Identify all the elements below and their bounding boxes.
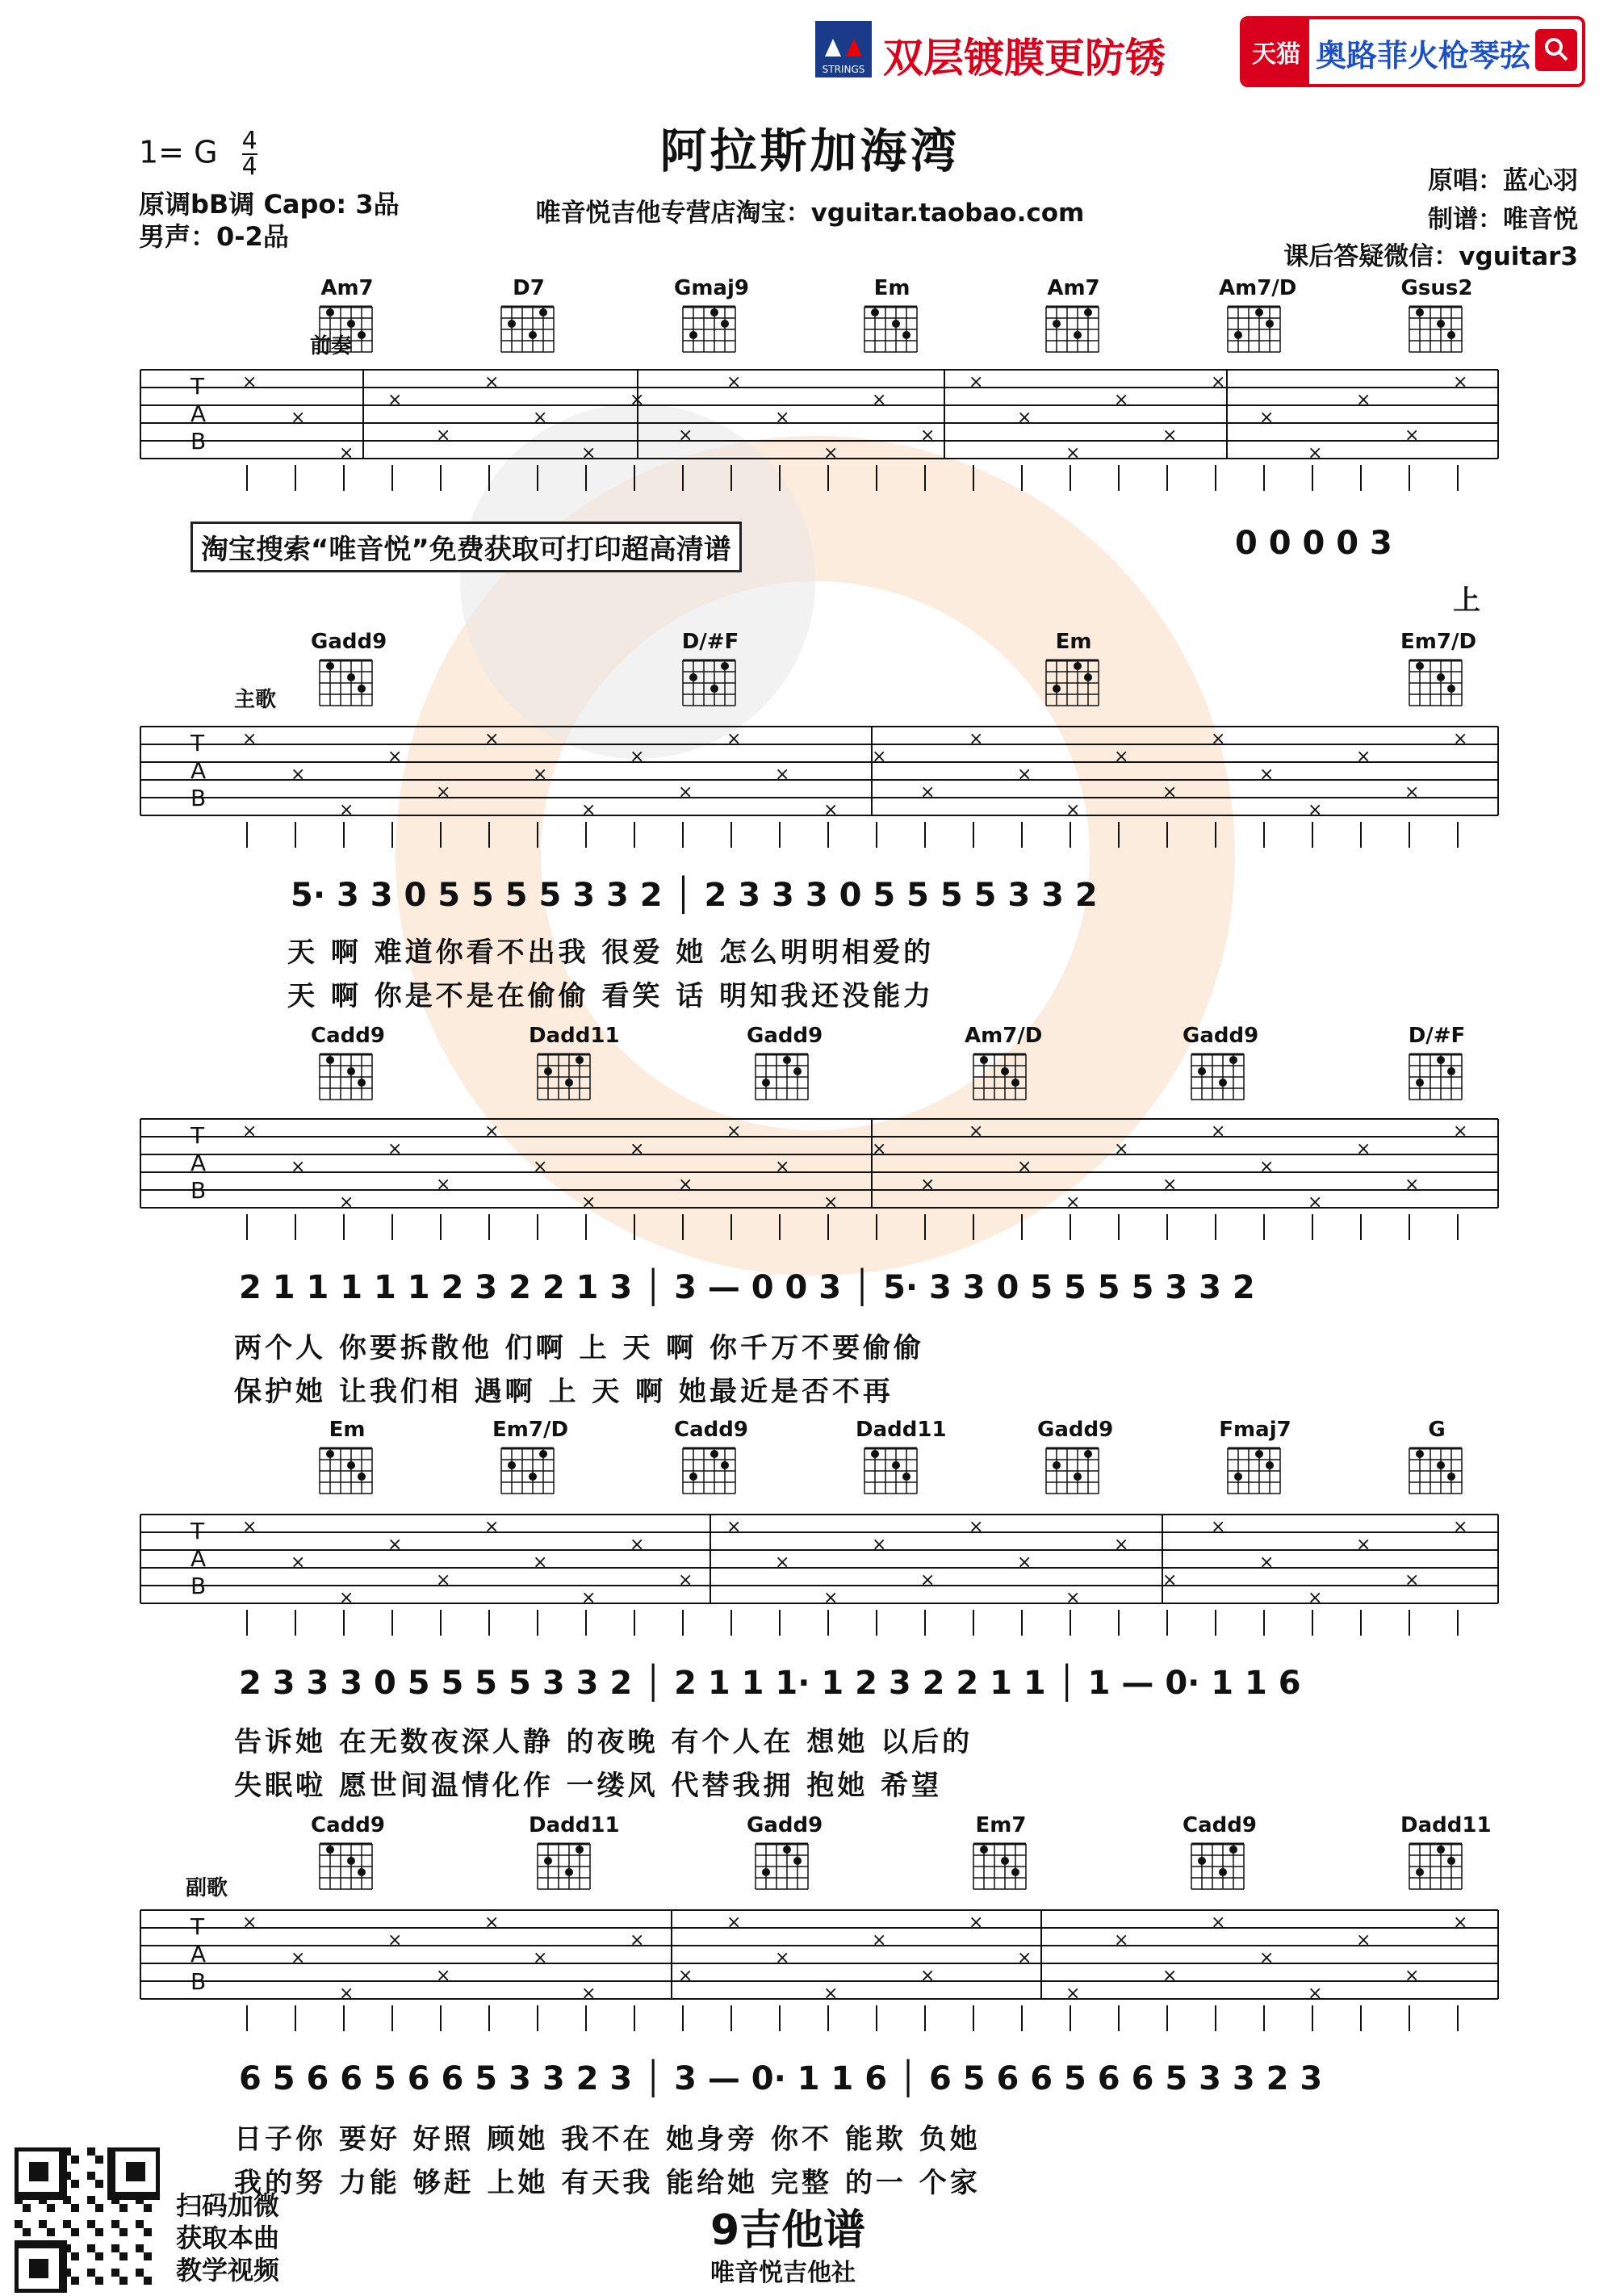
tab-mark: × <box>484 1121 500 1142</box>
chord-diagram <box>1406 1443 1467 1497</box>
chord-diagram <box>534 1050 596 1103</box>
tab-mark: × <box>775 1552 790 1573</box>
tmall-search-text: 奥路菲火枪琴弦 <box>1316 38 1531 73</box>
tab-mark: × <box>1404 782 1420 802</box>
tab-mark: × <box>1162 425 1178 446</box>
chord-name: Fmaj7 <box>1219 1418 1291 1442</box>
row4-lyric1: 告诉她 在无数夜深人静 的夜晚 有个人在 想她 以后的 <box>234 1726 973 1758</box>
tab-mark: × <box>581 800 597 820</box>
row3-lyric1: 两个人 你要拆散他 们啊 上 天 啊 你千万不要偷偷 <box>234 1332 925 1364</box>
tab-mark: × <box>872 1535 887 1555</box>
tab-mark: × <box>242 1913 257 1933</box>
chord-diagram <box>1224 302 1286 355</box>
row5-numbers: 6 5 6 6 5 6 6 5 3 3 2 3 │ 3 — 0· 1 1 6 │ 6 5 6 6 5 6 6 5 3 3 2 3 <box>239 2060 1323 2097</box>
tab-mark: × <box>291 1157 306 1177</box>
key-text: 1= G <box>139 134 218 170</box>
tab-letter: A <box>190 1941 207 1967</box>
chord-name: Dadd11 <box>529 1024 620 1048</box>
chord-diagram <box>498 1443 559 1497</box>
chord-name: Gmaj9 <box>674 276 749 300</box>
tab-mark: × <box>969 1913 984 1933</box>
tab-mark: × <box>1114 1139 1129 1159</box>
tab-mark: × <box>1114 390 1129 410</box>
tab-mark: × <box>1017 1552 1032 1573</box>
tab-letter: T <box>190 730 205 756</box>
tab-mark: × <box>1308 1588 1323 1608</box>
tab-mark: × <box>1308 1192 1323 1213</box>
tab-mark: × <box>1453 1517 1468 1537</box>
chord-name: Dadd11 <box>1400 1813 1492 1837</box>
tab-mark: × <box>533 765 548 785</box>
tab-mark: × <box>339 1984 354 2004</box>
tab-mark: × <box>823 800 839 820</box>
tab-mark: × <box>291 1948 306 1968</box>
chord-name: Em <box>329 1418 366 1442</box>
chord-diagram <box>534 1839 596 1892</box>
svg-text:STRINGS: STRINGS <box>822 64 865 75</box>
tmall-badge: 天猫 <box>1243 19 1309 84</box>
tab-mark: × <box>387 1535 403 1555</box>
tab-mark: × <box>1453 372 1468 392</box>
tab-mark: × <box>242 1121 257 1142</box>
chord-diagram <box>680 302 741 355</box>
tab-letter: T <box>190 1913 205 1940</box>
chord-diagram <box>316 1839 378 1892</box>
tab-mark: × <box>1065 1588 1081 1608</box>
tab-mark: × <box>1404 1966 1420 1986</box>
shop-link[interactable]: 唯音悦吉他专营店淘宝：vguitar.taobao.com <box>535 199 1085 228</box>
chord-name: Am7 <box>1047 276 1100 300</box>
tab-mark: × <box>630 1139 645 1159</box>
tab-mark: × <box>1259 1157 1275 1177</box>
tab-mark: × <box>726 1913 742 1933</box>
chord-diagram <box>1043 656 1104 709</box>
row2-numbers: 5· 3 3 0 5 5 5 5 3 3 2 │ 2 3 3 3 0 5 5 5 5 3 3 2 <box>291 877 1098 914</box>
verse-label: 主歌 <box>234 688 277 712</box>
tab-mark: × <box>581 1192 597 1213</box>
tab-mark: × <box>920 425 936 446</box>
tab-mark: × <box>1259 408 1275 428</box>
voice-capo: 男声：0-2品 <box>139 221 289 252</box>
tab-letter: B <box>190 1177 207 1204</box>
tab-mark: × <box>775 1157 790 1177</box>
tab-letter: B <box>190 1968 207 1995</box>
tab-mark: × <box>436 1570 451 1590</box>
banner-slogan: 双层镀膜更防锈 <box>883 35 1166 82</box>
intro-label: 前奏 <box>310 334 353 358</box>
tab-mark: × <box>1065 1984 1081 2004</box>
chord-diagram <box>316 302 378 355</box>
chord-diagram <box>1406 1050 1467 1103</box>
tab-mark: × <box>1162 782 1178 802</box>
row4-lyric2: 失眠啦 愿世间温情化作 一缕风 代替我拥 抱她 希望 <box>234 1770 943 1802</box>
chord-name: Em <box>873 276 910 300</box>
tab-mark: × <box>581 1984 597 2004</box>
footer-logo: 9吉他谱 <box>710 2206 866 2255</box>
chord-name: Em7 <box>975 1813 1027 1837</box>
tab-mark: × <box>291 1552 306 1573</box>
tab-mark: × <box>387 747 403 767</box>
tab-mark: × <box>533 1157 548 1177</box>
chord-name: Gadd9 <box>747 1813 823 1837</box>
tab-mark: × <box>678 425 693 446</box>
tab-mark: × <box>1017 765 1032 785</box>
chord-name: Dadd11 <box>856 1418 947 1442</box>
tab-mark: × <box>678 1570 693 1590</box>
row1-numbers: 0 0 0 0 3 <box>1235 525 1392 562</box>
tab-mark: × <box>678 1175 693 1195</box>
tab-mark: × <box>1211 1121 1226 1142</box>
tab-mark: × <box>484 372 500 392</box>
chord-diagram <box>861 1443 923 1497</box>
tab-mark: × <box>1259 1552 1275 1573</box>
tab-mark: × <box>1162 1966 1178 1986</box>
tab-mark: × <box>775 765 790 785</box>
tab-mark: × <box>1114 1930 1129 1950</box>
chord-diagram <box>1224 1443 1286 1497</box>
tab-mark: × <box>339 800 354 820</box>
tab-letter: B <box>190 1573 207 1599</box>
singer: 原唱：蓝心羽 <box>1428 166 1578 195</box>
tab-mark: × <box>1356 390 1371 410</box>
tab-mark: × <box>726 372 742 392</box>
tab-mark: × <box>339 1588 354 1608</box>
tab-mark: × <box>920 1966 936 1986</box>
tab-mark: × <box>1356 1535 1371 1555</box>
tab-mark: × <box>436 1966 451 1986</box>
tab-mark: × <box>823 443 839 463</box>
chord-name: Cadd9 <box>311 1813 385 1837</box>
song-title: 阿拉斯加海湾 <box>659 124 961 178</box>
tab-mark: × <box>1356 1930 1371 1950</box>
tab-mark: × <box>1065 443 1081 463</box>
chord-name: Cadd9 <box>1183 1813 1257 1837</box>
row3-numbers: 2 1 1 1 1 1 2 3 2 2 1 3 │ 3 — 0 0 3 │ 5· 3 3 0 5 5 5 5 3 3 2 <box>239 1269 1255 1306</box>
chord-diagram <box>316 1050 378 1103</box>
chord-diagram <box>1406 302 1467 355</box>
wechat: 课后答疑微信：vguitar3 <box>1283 242 1578 271</box>
chord-diagram <box>1043 1443 1104 1497</box>
tab-mark: × <box>872 747 887 767</box>
row1-lyric1: 上 <box>1453 584 1484 617</box>
chord-name: Em7/D <box>1400 630 1477 654</box>
chord-diagram <box>752 1050 814 1103</box>
tab-mark: × <box>339 443 354 463</box>
tab-mark: × <box>1404 1570 1420 1590</box>
tab-mark: × <box>242 372 257 392</box>
tab-mark: × <box>484 729 500 749</box>
chord-name: Gadd9 <box>747 1024 823 1048</box>
tab-mark: × <box>1308 1984 1323 2004</box>
chord-diagram <box>498 302 559 355</box>
chord-name: Em7/D <box>492 1418 569 1442</box>
tab-letter: B <box>190 785 207 811</box>
tab-mark: × <box>291 765 306 785</box>
tab-mark: × <box>436 1175 451 1195</box>
tab-mark: × <box>242 1517 257 1537</box>
qr-caption-2: 获取本曲 <box>176 2223 280 2253</box>
chord-diagram <box>680 656 741 709</box>
chord-diagram <box>1043 302 1104 355</box>
chord-name: Am7/D <box>1219 276 1297 300</box>
tab-letter: A <box>190 1545 207 1572</box>
chord-diagram <box>970 1050 1032 1103</box>
tab-letter: A <box>190 400 207 427</box>
tab-mark: × <box>291 408 306 428</box>
tab-mark: × <box>1017 1948 1032 1968</box>
chord-name: Cadd9 <box>311 1024 385 1048</box>
tab-mark: × <box>872 1139 887 1159</box>
tab-mark: × <box>1114 747 1129 767</box>
tab-mark: × <box>1308 800 1323 820</box>
tab-mark: × <box>484 1517 500 1537</box>
tab-mark: × <box>678 1966 693 1986</box>
qr-code[interactable] <box>15 2147 160 2293</box>
qr-caption-3: 教学视频 <box>176 2255 280 2286</box>
tab-mark: × <box>1453 1913 1468 1933</box>
tab-mark: × <box>387 390 403 410</box>
tab-mark: × <box>872 1930 887 1950</box>
row4-numbers: 2 3 3 3 0 5 5 5 5 3 3 2 │ 2 1 1 1· 1 2 3 2 2 1 1 │ 1 — 0· 1 1 6 <box>239 1665 1301 1702</box>
chord-diagram <box>1406 656 1467 709</box>
tab-mark: × <box>436 782 451 802</box>
chord-name: Gsus2 <box>1400 276 1473 300</box>
tab-letter: A <box>190 1150 207 1176</box>
chord-diagram <box>316 1443 378 1497</box>
tab-mark: × <box>387 1930 403 1950</box>
tab-mark: × <box>630 390 645 410</box>
row5-lyric2: 我的努 力能 够赶 上她 有天我 能给她 完整 的一 个家 <box>234 2167 981 2199</box>
tab-mark: × <box>726 1121 742 1142</box>
tab-mark: × <box>726 1517 742 1537</box>
chord-diagram <box>861 302 923 355</box>
tab-mark: × <box>1211 1517 1226 1537</box>
tab-mark: × <box>339 1192 354 1213</box>
row5-lyric1: 日子你 要好 好照 顾她 我不在 她身旁 你不 能欺 负她 <box>234 2123 981 2156</box>
tab-mark: × <box>1453 729 1468 749</box>
qr-caption-1: 扫码加微 <box>176 2190 280 2221</box>
chord-diagram <box>1406 1839 1467 1892</box>
tab-letter: T <box>190 1122 205 1149</box>
chord-diagram <box>680 1443 741 1497</box>
chord-name: Am7 <box>320 276 374 300</box>
chord-name: Gadd9 <box>1037 1418 1114 1442</box>
tab-mark: × <box>823 1984 839 2004</box>
tab-mark: × <box>387 1139 403 1159</box>
tab-mark: × <box>1065 1192 1081 1213</box>
tab-mark: × <box>920 1175 936 1195</box>
tab-mark: × <box>1211 1913 1226 1933</box>
tab-mark: × <box>1356 747 1371 767</box>
tab-mark: × <box>1211 372 1226 392</box>
chorus-label: 副歌 <box>186 1876 228 1900</box>
qr-caption <box>176 2189 279 2286</box>
tab-mark: × <box>823 1588 839 1608</box>
chord-name: G <box>1428 1418 1446 1442</box>
tab-mark: × <box>1308 443 1323 463</box>
chord-name: Dadd11 <box>529 1813 620 1837</box>
time-sig-bottom: 4 <box>241 153 257 181</box>
tab-mark: × <box>1017 1157 1032 1177</box>
tab-mark: × <box>630 747 645 767</box>
tab-mark: × <box>1356 1139 1371 1159</box>
tab-mark: × <box>969 729 984 749</box>
tab-mark: × <box>533 1948 548 1968</box>
tab-mark: × <box>920 782 936 802</box>
chord-name: Em <box>1055 630 1092 654</box>
tab-mark: × <box>242 729 257 749</box>
tab-mark: × <box>678 782 693 802</box>
arranger: 制谱：唯音悦 <box>1428 205 1578 234</box>
chord-name: D7 <box>513 276 545 300</box>
tab-mark: × <box>1259 1948 1275 1968</box>
tab-mark: × <box>630 1930 645 1950</box>
tab-mark: × <box>436 425 451 446</box>
tab-mark: × <box>969 1517 984 1537</box>
tab-mark: × <box>1065 800 1081 820</box>
row3-lyric2: 保护她 让我们相 遇啊 上 天 啊 她最近是否不再 <box>234 1376 894 1408</box>
tab-mark: × <box>1259 765 1275 785</box>
tab-mark: × <box>969 1121 984 1142</box>
chord-diagram <box>1188 1050 1250 1103</box>
row2-lyric2: 天 啊 你是不是在偷偷 看笑 话 明知我还没能力 <box>287 980 935 1012</box>
row2-lyric1: 天 啊 难道你看不出我 很爱 她 怎么明明相爱的 <box>287 936 935 969</box>
tab-mark: × <box>775 1948 790 1968</box>
tab-letter: B <box>190 428 207 455</box>
chord-diagram <box>752 1839 814 1892</box>
tab-mark: × <box>823 1192 839 1213</box>
tab-mark: × <box>630 1535 645 1555</box>
tab-mark: × <box>1453 1121 1468 1142</box>
tab-mark: × <box>533 408 548 428</box>
tab-mark: × <box>484 1913 500 1933</box>
original-key: 原调bB调 Capo: 3品 <box>139 189 400 220</box>
tab-mark: × <box>1404 1175 1420 1195</box>
tab-mark: × <box>920 1570 936 1590</box>
tab-mark: × <box>775 408 790 428</box>
tab-mark: × <box>726 729 742 749</box>
footer-text: 唯音悦吉他社 <box>710 2259 856 2287</box>
tab-mark: × <box>581 1588 597 1608</box>
tab-mark: × <box>533 1552 548 1573</box>
tab-mark: × <box>1404 425 1420 446</box>
tab-mark: × <box>1017 408 1032 428</box>
tab-mark: × <box>872 390 887 410</box>
tab-mark: × <box>581 443 597 463</box>
chord-name: D/#F <box>1408 1024 1466 1048</box>
tab-mark: × <box>1162 1570 1178 1590</box>
chord-name: Gadd9 <box>311 630 387 654</box>
chord-diagram <box>316 656 378 709</box>
tab-mark: × <box>1114 1535 1129 1555</box>
chord-name: D/#F <box>681 630 739 654</box>
chord-diagram <box>1188 1839 1250 1892</box>
tab-mark: × <box>1162 1175 1178 1195</box>
tab-letter: T <box>190 1518 205 1544</box>
tab-letter: A <box>190 757 207 784</box>
ad-banner[interactable]: 淘宝搜索“唯音悦”免费获取可打印超高清谱 <box>190 522 742 572</box>
tab-letter: T <box>190 373 205 400</box>
chord-name: Gadd9 <box>1183 1024 1259 1048</box>
time-sig-top: 4 <box>241 127 257 155</box>
tab-mark: × <box>1211 729 1226 749</box>
chord-diagram <box>970 1839 1032 1892</box>
chord-name: Cadd9 <box>674 1418 748 1442</box>
tab-mark: × <box>969 372 984 392</box>
chord-name: Am7/D <box>965 1024 1043 1048</box>
